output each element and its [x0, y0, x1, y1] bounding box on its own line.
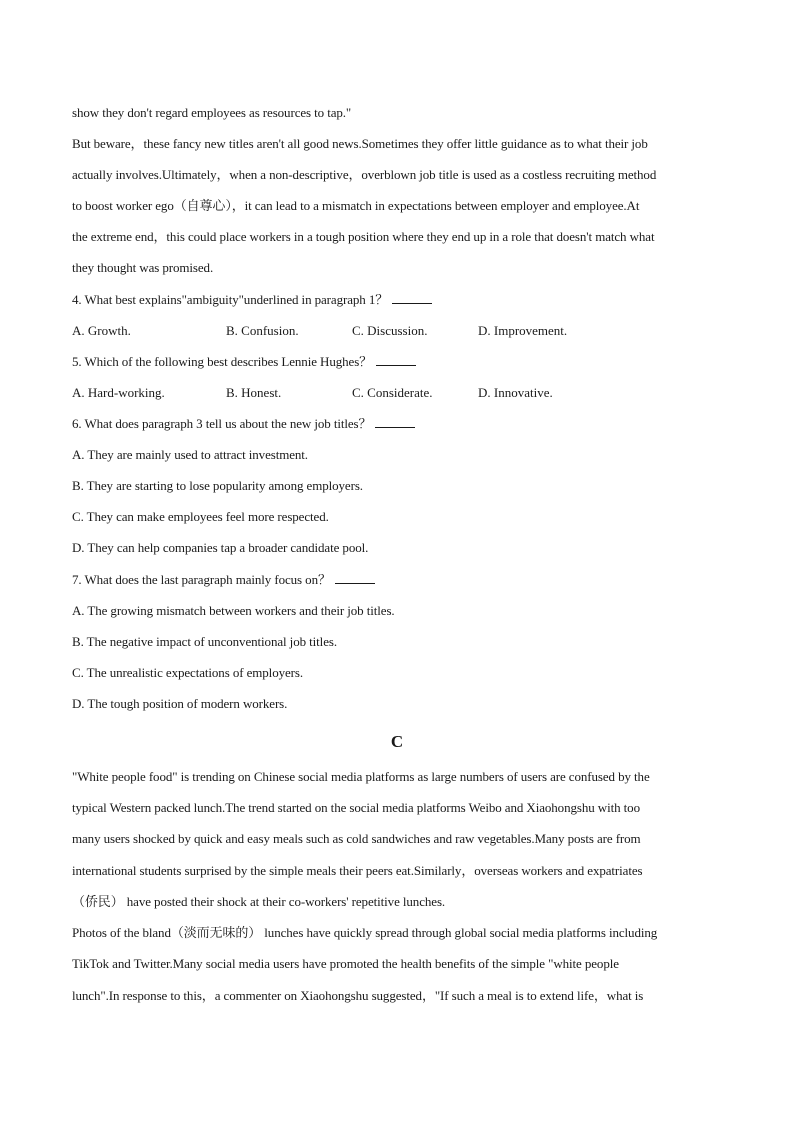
passage-line: the extreme end，this could place workers in a tough position where they end up in a role that doesn't match what	[72, 229, 655, 244]
passage-line: But beware，these fancy new titles aren't all good news.Sometimes they offer little guidance as to what their job	[72, 136, 648, 151]
answer-blank[interactable]	[376, 353, 416, 366]
passage-line: show they don't regard employees as resources to tap."	[72, 105, 352, 120]
question-7-option-d[interactable]: D. The tough position of modern workers.	[72, 696, 288, 711]
passage-line: （侨民） have posted their shock at their co-workers' repetitive lunches.	[72, 894, 446, 909]
passage-line: Photos of the bland（淡而无味的） lunches have quickly spread through global social media platforms including	[72, 925, 658, 940]
question-4-option-d[interactable]: D. Improvement.	[478, 323, 568, 338]
question-7-option-c[interactable]: C. The unrealistic expectations of employers.	[72, 665, 303, 680]
passage-line: lunch".In response to this，a commenter on Xiaohongshu suggested，"If such a meal is to extend life，what is	[72, 988, 644, 1003]
question-6-option-a[interactable]: A. They are mainly used to attract investment.	[72, 447, 308, 462]
answer-blank[interactable]	[375, 415, 415, 428]
passage-line: TikTok and Twitter.Many social media users have promoted the health benefits of the simple "white people	[72, 956, 619, 971]
question-5-option-d[interactable]: D. Innovative.	[478, 385, 553, 400]
question-5-option-b[interactable]: B. Honest.	[226, 385, 282, 400]
question-4-option-a[interactable]: A. Growth.	[72, 323, 131, 338]
question-5-stem: 5. Which of the following best describes Lennie Hughes？	[72, 353, 722, 371]
question-4-option-b[interactable]: B. Confusion.	[226, 323, 299, 338]
question-4-option-c[interactable]: C. Discussion.	[352, 323, 428, 338]
answer-blank[interactable]	[335, 571, 375, 584]
question-7-option-a[interactable]: A. The growing mismatch between workers and their job titles.	[72, 603, 395, 618]
passage-line: "White people food" is trending on Chinese social media platforms as large numbers of users are confused by the	[72, 769, 650, 784]
passage-line: many users shocked by quick and easy meals such as cold sandwiches and raw vegetables.Many posts are from	[72, 831, 641, 846]
passage-line: actually involves.Ultimately，when a non-descriptive，overblown job title is used as a costless recruiting method	[72, 167, 657, 182]
answer-blank[interactable]	[392, 291, 432, 304]
passage-line: to boost worker ego（自尊心），it can lead to a mismatch in expectations between employer and employee.At	[72, 198, 640, 213]
passage-line: typical Western packed lunch.The trend started on the social media platforms Weibo and Xiaohongshu with too	[72, 800, 640, 815]
question-5-option-c[interactable]: C. Considerate.	[352, 385, 433, 400]
passage-line: they thought was promised.	[72, 260, 214, 275]
section-heading: C	[390, 732, 404, 751]
question-6-option-d[interactable]: D. They can help companies tap a broader candidate pool.	[72, 540, 369, 555]
question-6-stem: 6. What does paragraph 3 tell us about the new job titles？	[72, 415, 722, 433]
question-5-option-a[interactable]: A. Hard-working.	[72, 385, 165, 400]
question-7-stem: 7. What does the last paragraph mainly focus on？	[72, 571, 722, 589]
question-4-stem: 4. What best explains"ambiguity"underlined in paragraph 1？	[72, 291, 722, 309]
question-7-option-b[interactable]: B. The negative impact of unconventional job titles.	[72, 634, 337, 649]
question-6-option-b[interactable]: B. They are starting to lose popularity among employers.	[72, 478, 363, 493]
question-6-option-c[interactable]: C. They can make employees feel more respected.	[72, 509, 329, 524]
passage-line: international students surprised by the simple meals their peers eat.Similarly，overseas workers and expatriates	[72, 863, 643, 878]
